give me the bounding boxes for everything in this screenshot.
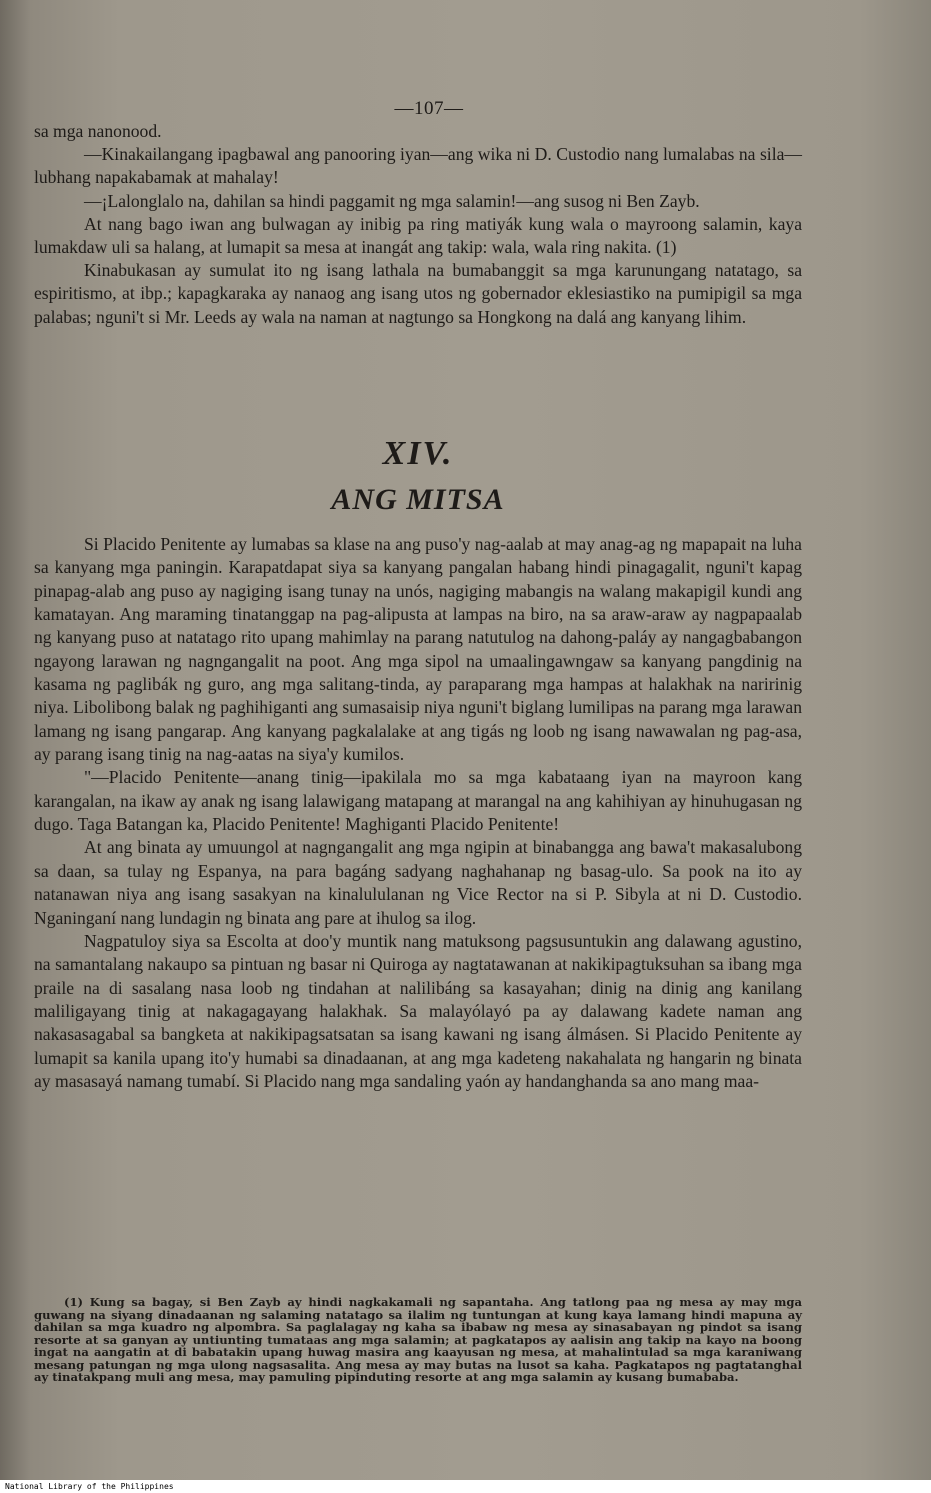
paragraph: At ang binata ay umuungol at nagngangalit ang mga ngipin at binabangga ang bawa't makasalubong sa daan, sa tulay ng Espanya, na para bagáng sadyang naghahanap ng basag-ulo. Sa pook na ito ay natanawan niya ang isang sasakyan na kinalululanan ng Vice Rector na si P. Sibyla at ni D. Custodio. Nganinganí nang lundagin ng binata ang pare at ihulog sa ilog. [34, 837, 802, 928]
text-block-top [34, 120, 802, 329]
paragraph: —Kinakailangang ipagbawal ang panooring iyan—ang wika ni D. Custodio nang lumalabas na sila—lubhang napakabamak at mahalay! [34, 144, 802, 188]
paragraph: Nagpatuloy siya sa Escolta at doo'y muntik nang matuksong pagsusuntukin ang dalawang agustino, na samantalang nakaupo sa pintuan ng basar ni Quiroga ay nagtatawanan at nakikipagtuksuhan sa ibang mga praile na di sasalang nasa loob ng tindahan at nalilibáng sa kasayahan; dinig na dinig ang kanilang maliligayang tinig at nakagagayang halakhak. Sa malayólayó pa ay dalawang kadete naman ang nakasasagabal sa bangketa at nakikipagsatsatan sa isang kawani ng isang álmásen. Si Placido Penitente ay lumapit sa kanila upang ito'y humabi sa dinadaanan, at ang mga kadeteng nakahalata ng hangarin ng binata ay masasayá namang tumabí. Si Placido nang mga sandaling yaón ay handanghanda sa ano mang maa- [34, 930, 802, 1091]
paragraph: "—Placido Penitente—anang tinig—ipakilala mo sa mga kabataang iyan na mayroon kang karangalan, na ikaw ay anak ng isang lalawigang matapang at marangal na ang kahihiyan ay hinuhugasan ng dugo. Taga Batangan ka, Placido Penitente! Maghiganti Placido Penitente! [34, 767, 802, 835]
footnote: (1) Kung sa bagay, si Ben Zayb ay hindi nagkakamali ng sapantaha. Ang tatlong paa ng mesa ay may mga guwang na siyang dinadaanan ng salaming natatago sa ilalim ng tuntungan at kung kaya lamang hindi mapuna ay dahilan sa mga kuadro ng alpombra. Sa paglalagay ng kaha sa ibabaw ng mesa ay sinasabayan ng pindot sa isang resorte at sa ganyan ay untiunting tumataas ang mga salamin; at pagkatapos ay aalisin ang takip na kayo na boong ingat na aangatin at di babatakin upang huwag masira ang kaayusan ng mesa, at mahalintulad sa mga karaniwang mesang patungan ng mga ulong nagsasalita. Ang mesa ay may butas na lusot sa kaha. Pagkatapos ng pagtatanghal ay tinatakpang muli ang mesa, may pamuling pipinduting resorte at ang mga salamin ay kusang bumababa. [34, 1295, 802, 1384]
paragraph: sa mga nanonood. [34, 121, 162, 141]
paragraph: At nang bago iwan ang bulwagan ay inibig pa ring matiyák kung wala o mayroong salamin, kaya lumakdaw uli sa halang, at lumapit sa mesa at inangát ang takip: wala, wala ring nakita. (1) [34, 213, 802, 258]
page-number: —107— [394, 98, 464, 119]
chapter-title: ANG MITSA [331, 483, 505, 516]
text-block-chapter [34, 533, 802, 1093]
chapter-number: XIV. [382, 435, 454, 472]
paragraph: Si Placido Penitente ay lumabas sa klase na ang puso'y nag-aalab at may anag-ag ng mapapait na luha sa kanyang mga paningin. Karapatdapat siya sa kanyang pangalan habang hindi pinagagalit, nguni't kapag pinapag-alab ang puso ay nagiging isang tunay na unós, nagiging mabangis na walang makapigil kundi ang kamatayan. Ang maraming tinatanggap na pag-alipusta at lampas na biro, na sa araw-araw ay nagpapaalab ng kanyang puso at natatago rito upang mahimlay na parang natutulog na dahong-paláy ay nangagbabangon ngayong larawan ng nagngangalit na poot. Ang mga sipol na umaalingawngaw sa kanyang pangdinig na kasama ng paglibák ng guro, ang mga salitang-tinda, ay paraparang mga hampas at halakhak na naririnig niya. Libolibong balak ng paghihiganti ang sumasaisip niya nguni't biglang lumilipas na parang mga larawan lamang ng isang pangarap. Ang kanyang pagkalalake at ang tigás ng loob ng isang nawawalan ng pag-asa, ay parang isang tinig na nag-aatas na siya'y kumilos. [34, 534, 802, 765]
paragraph: Kinabukasan ay sumulat ito ng isang lathala na bumabanggit sa mga karunungang natatago, sa espiritismo, at ibp.; kapagkaraka ay nanaog ang isang utos ng gobernador eklesiastiko na pumipigil sa mga palabas; nguni't si Mr. Leeds ay wala na naman at nagtungo sa Hongkong na dalá ang kanyang lihim. [34, 260, 802, 327]
paragraph: —¡Lalonglalo na, dahilan sa hindi paggamit ng mga salamin!—ang susog ni Ben Zayb. [84, 190, 700, 211]
chapter-heading [34, 428, 802, 520]
library-credit: National Library of the Philippines [2, 1481, 177, 1492]
